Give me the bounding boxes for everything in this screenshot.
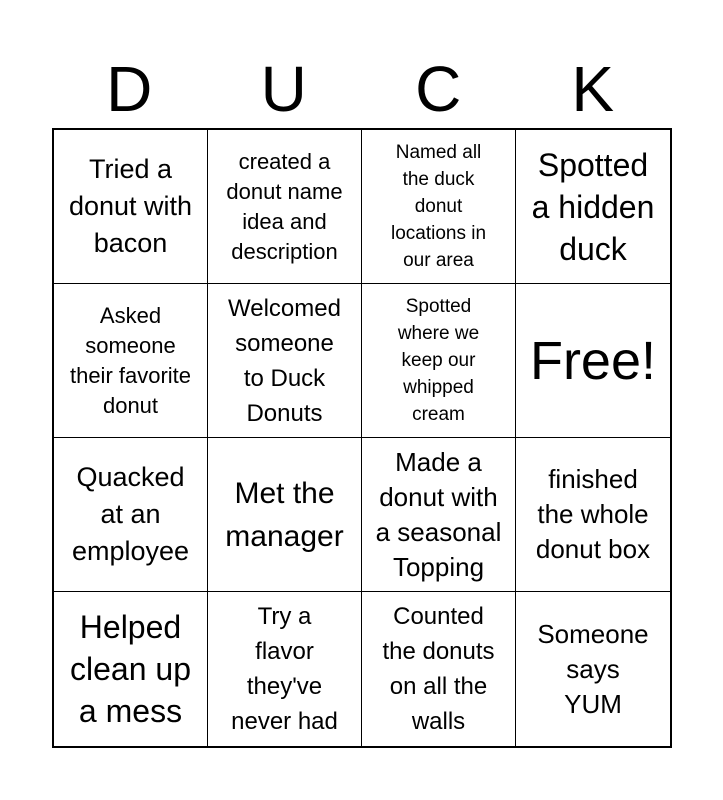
cell-text: finished the whole donut box <box>535 464 651 564</box>
bingo-cell-r2c2[interactable] <box>208 284 362 438</box>
cell-text: Welcomed someone to Duck Donuts <box>228 294 341 427</box>
cell-text: Helped clean up a mess <box>70 609 191 729</box>
bingo-cell-r4c2[interactable] <box>208 592 362 746</box>
bingo-cell-r3c4[interactable] <box>516 438 670 592</box>
cell-text: Made a donut with a seasonal Topping <box>375 446 502 582</box>
bingo-cell-r4c3[interactable] <box>362 592 516 746</box>
cell-text: Tried a donut with bacon <box>68 154 193 258</box>
bingo-cell-r3c3[interactable] <box>362 438 516 592</box>
free-space-text: Free! <box>529 330 657 391</box>
cell-text: Named all the duck donut locations in our area <box>390 142 487 271</box>
bingo-cell-r4c4[interactable] <box>516 592 670 746</box>
header-letter-k: K <box>571 53 615 125</box>
bingo-cell-r1c2[interactable] <box>208 130 362 284</box>
bingo-cell-r1c1[interactable] <box>54 130 208 284</box>
cell-text: Asked someone their favorite donut <box>69 302 192 418</box>
bingo-board <box>52 128 672 748</box>
bingo-cell-r3c1[interactable] <box>54 438 208 592</box>
header-letter-u: U <box>260 53 307 125</box>
bingo-header <box>52 50 670 128</box>
bingo-cell-r1c4[interactable] <box>516 130 670 284</box>
cell-text: created a donut name idea and description <box>226 148 343 264</box>
bingo-cell-r1c3[interactable] <box>362 130 516 284</box>
cell-text: Spotted a hidden duck <box>531 146 655 267</box>
cell-text: Met the manager <box>225 476 344 553</box>
header-letter-d: D <box>106 53 153 125</box>
cell-text: Quacked at an employee <box>71 462 190 566</box>
header-letter-c: C <box>415 53 462 125</box>
cell-text: Someone says YUM <box>537 618 649 719</box>
cell-text: Counted the donuts on all the walls <box>382 603 495 735</box>
bingo-cell-r3c2[interactable] <box>208 438 362 592</box>
cell-text: Try a flavor they've never had <box>231 603 338 735</box>
bingo-cell-r2c3[interactable] <box>362 284 516 438</box>
free-space[interactable] <box>516 284 670 438</box>
bingo-cell-r4c1[interactable] <box>54 592 208 746</box>
cell-text: Spotted where we keep our whipped cream <box>397 296 480 425</box>
bingo-cell-r2c1[interactable] <box>54 284 208 438</box>
